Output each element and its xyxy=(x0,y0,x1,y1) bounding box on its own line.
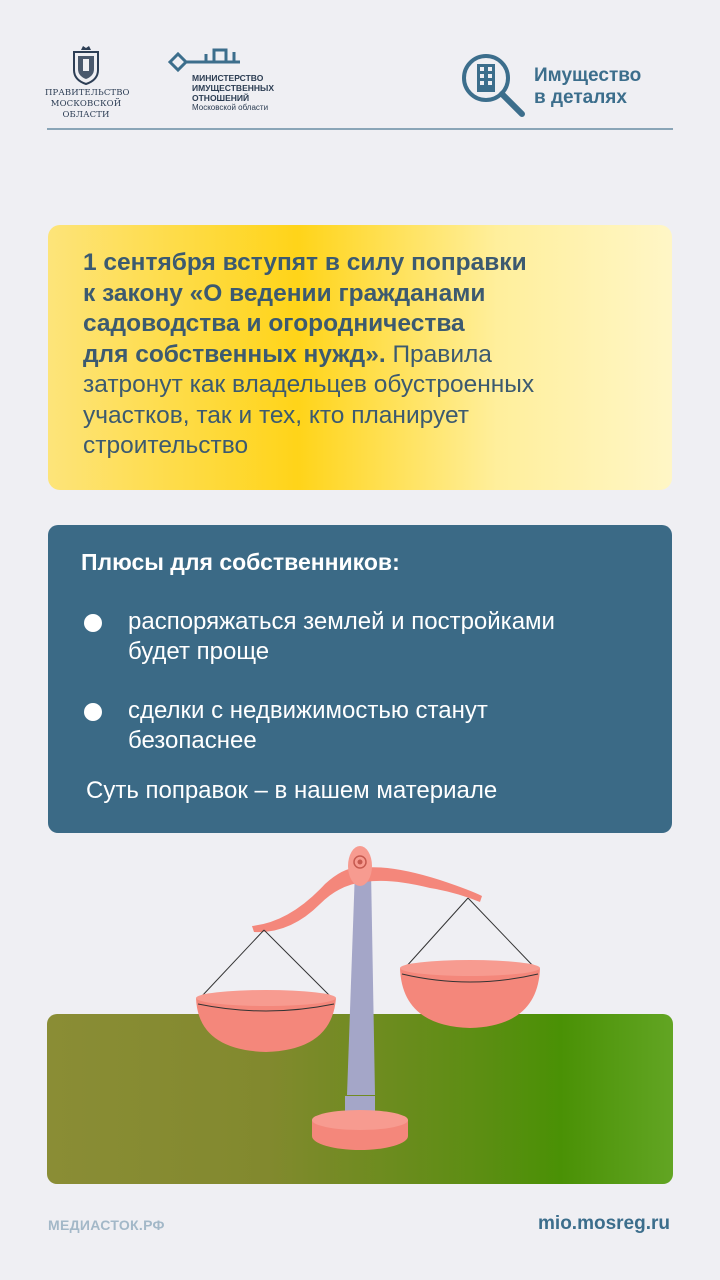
benefits-footer: Суть поправок – в нашем материале xyxy=(86,777,498,804)
footer-link[interactable]: mio.mosreg.ru xyxy=(538,1213,670,1234)
ministry-region: Московской области xyxy=(192,103,269,112)
intro-line: Правила xyxy=(385,340,492,368)
benefits-list xyxy=(81,607,651,785)
intro-line: участков, так и тех, кто планирует xyxy=(83,401,469,429)
bullet-icon xyxy=(84,614,102,632)
brand-name-line: в деталях xyxy=(534,87,627,108)
intro-bold-line: 1 сентября вступят в силу поправки xyxy=(83,249,527,276)
scales-illustration xyxy=(180,840,560,1160)
intro-line: строительство xyxy=(83,432,249,459)
benefits-title: Плюсы для собственников: xyxy=(81,549,400,575)
gov-logo-line: ПРАВИТЕЛЬСТВО xyxy=(45,88,130,98)
brand-logo[interactable] xyxy=(460,52,690,122)
list-item-line: безопаснее xyxy=(128,727,257,754)
ministry-name-line: ОТНОШЕНИЙ xyxy=(192,93,250,103)
list-item xyxy=(81,696,651,756)
intro-bold-line: садоводства и огородничества xyxy=(83,310,465,337)
gov-logo-line: МОСКОВСКОЙ xyxy=(50,99,122,109)
intro-line: затронут как владельцев обустроенных xyxy=(83,371,535,398)
intro-text xyxy=(83,248,653,462)
key-house-icon xyxy=(168,46,243,76)
ministry-name-line: ИМУЩЕСТВЕННЫХ xyxy=(192,83,275,93)
benefits-card xyxy=(48,525,672,833)
footer-source: МЕДИАСТОК.РФ xyxy=(48,1217,165,1233)
list-item xyxy=(81,607,651,667)
header-divider xyxy=(47,128,673,130)
list-item-line: распоряжаться землей и постройками xyxy=(128,608,555,635)
list-item-line: сделки с недвижимостью станут xyxy=(128,697,488,724)
bullet-icon xyxy=(84,703,102,721)
ministry-name-line: МИНИСТЕРСТВО xyxy=(192,73,264,83)
intro-bold-line: к закону «О ведении гражданами xyxy=(83,279,486,307)
coat-of-arms-icon xyxy=(69,44,103,86)
intro-bold-line: для собственных нужд». xyxy=(83,340,386,368)
gov-logo-line: ОБЛАСТИ xyxy=(62,110,110,120)
header xyxy=(0,0,720,135)
brand-name-line: Имущество xyxy=(534,65,642,86)
intro-card xyxy=(48,225,672,490)
ministry-logo[interactable] xyxy=(168,46,328,121)
government-logo[interactable] xyxy=(45,44,130,121)
list-item-line: будет проще xyxy=(128,638,270,665)
magnifier-building-icon xyxy=(460,52,526,118)
